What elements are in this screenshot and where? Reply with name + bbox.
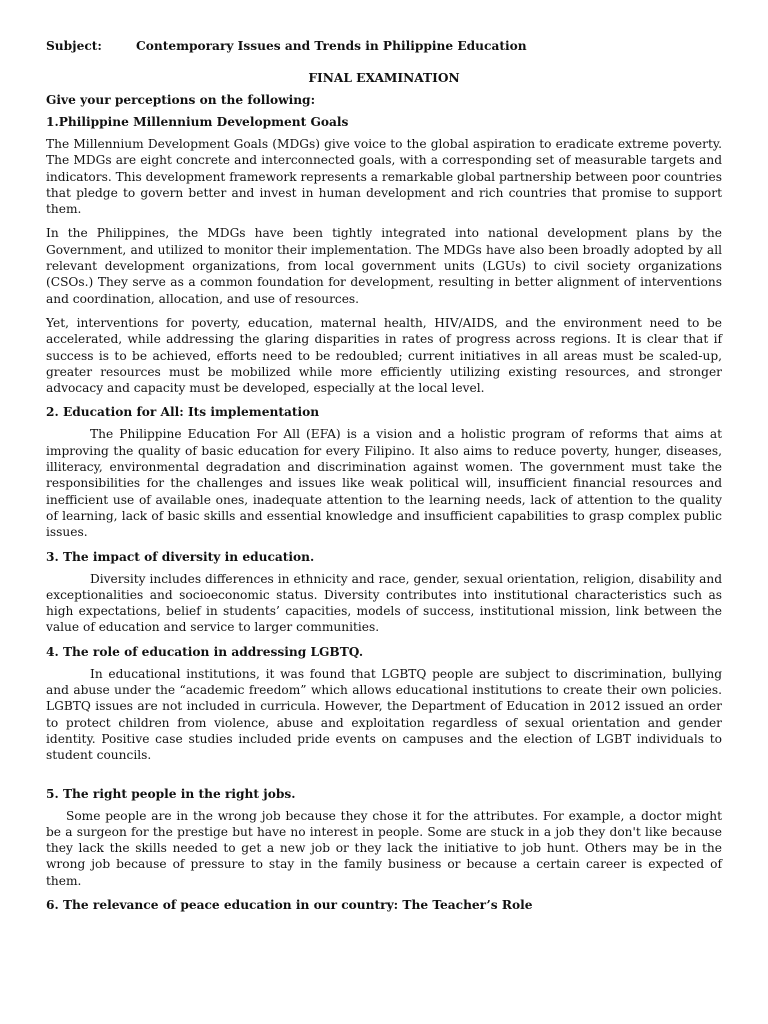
section-paragraph: Some people are in the wrong job because they chose it for the attributes. For example, a doctor might be a surgeon for the prestige but have no interest in people. Some are stuck in a job they don't like because they lack the skills needed to get a new job or they lack the initiative to job hunt. Others may be in the wrong job because of pressure to stay in the family business or because a certain career is expected of them. [46,808,722,888]
spacer [46,772,722,786]
section-heading-diversity: 3. The impact of diversity in education. [46,549,315,564]
section-paragraph: In the Philippines, the MDGs have been tightly integrated into national development plans by the Government, and utilized to monitor their implementation. The MDGs have also been broadly adopted by all relevant development organizations, from local government units (LGUs) to civil society organizations (CSOs.) They serve as a common foundation for development, resulting in better alignment of interventions and coordination, allocation, and use of resources. [46,226,722,306]
section-paragraph: In educational institutions, it was found that LGBTQ people are subject to discrimination, bullying and abuse under the “academic freedom” which allows educational institutions to create their own policies. LGBTQ issues are not included in curricula. However, the Department of Education in 2012 issued an order to protect children from violence, abuse and exploitation regardless of sexual orientation and gender identity. Positive case studies included pride events on campuses and the election of LGBT individuals to student councils. [46,666,722,763]
section-heading-efa: 2. Education for All: Its implementation [46,405,320,420]
instruction: Give your perceptions on the following: [46,93,316,107]
section-heading-peace-education: 6. The relevance of peace education in our country: The Teacher’s Role [46,897,533,912]
section-paragraph: The Philippine Education For All (EFA) is a vision and a holistic program of reforms that aims at improving the quality of basic education for every Filipino. It also aims to reduce poverty, hunger, diseases, illiteracy, environmental degradation and discrimination against women. The government must take the responsibilities for the challenges and issues like weak political will, insufficient financial resources and inefficient use of available ones, inadequate attention to the learning needs, lack of attention to the quality of learning, lack of basic skills and essential knowledge and insufficient capabilities to grasp complex public issues. [46,427,722,540]
subject-value: Contemporary Issues and Trends in Philippine Education [136,39,527,53]
section-heading-lgbtq: 4. The role of education in addressing LGBTQ. [46,644,364,659]
exam-title: FINAL EXAMINATION [308,71,460,85]
section-paragraph: Yet, interventions for poverty, education, maternal health, HIV/AIDS, and the environment need to be accelerated, while addressing the glaring disparities in rates of progress across regions. It is clear that if success is to be achieved, efforts need to be redoubled; current initiatives in all areas must be scaled-up, greater resources must be mobilized while more efficiently utilizing existing resources, and stronger advocacy and capacity must be developed, especially at the local level. [46,315,722,396]
section-paragraph: Diversity includes differences in ethnicity and race, gender, sexual orientation, religion, disability and exceptionalities and socioeconomic status. Diversity contributes into institutional characteristics such as high expectations, belief in students’ capacities, models of success, institutional mission, link between the value of education and service to larger communities. [46,571,722,635]
subject-label: Subject: [46,39,102,53]
section-paragraph: The Millennium Development Goals (MDGs) give voice to the global aspiration to eradicate extreme poverty. The MDGs are eight concrete and interconnected goals, with a corresponding set of measurable targets and indicators. This development framework represents a remarkable global partnership between poor countries that pledge to govern better and invest in human development and rich countries that promise to support them. [46,137,722,217]
section-heading-right-jobs: 5. The right people in the right jobs. [46,786,296,801]
document-page [46,38,722,919]
subject-line [46,38,722,54]
section-heading-mdg: 1.Philippine Millennium Development Goals [46,115,349,129]
